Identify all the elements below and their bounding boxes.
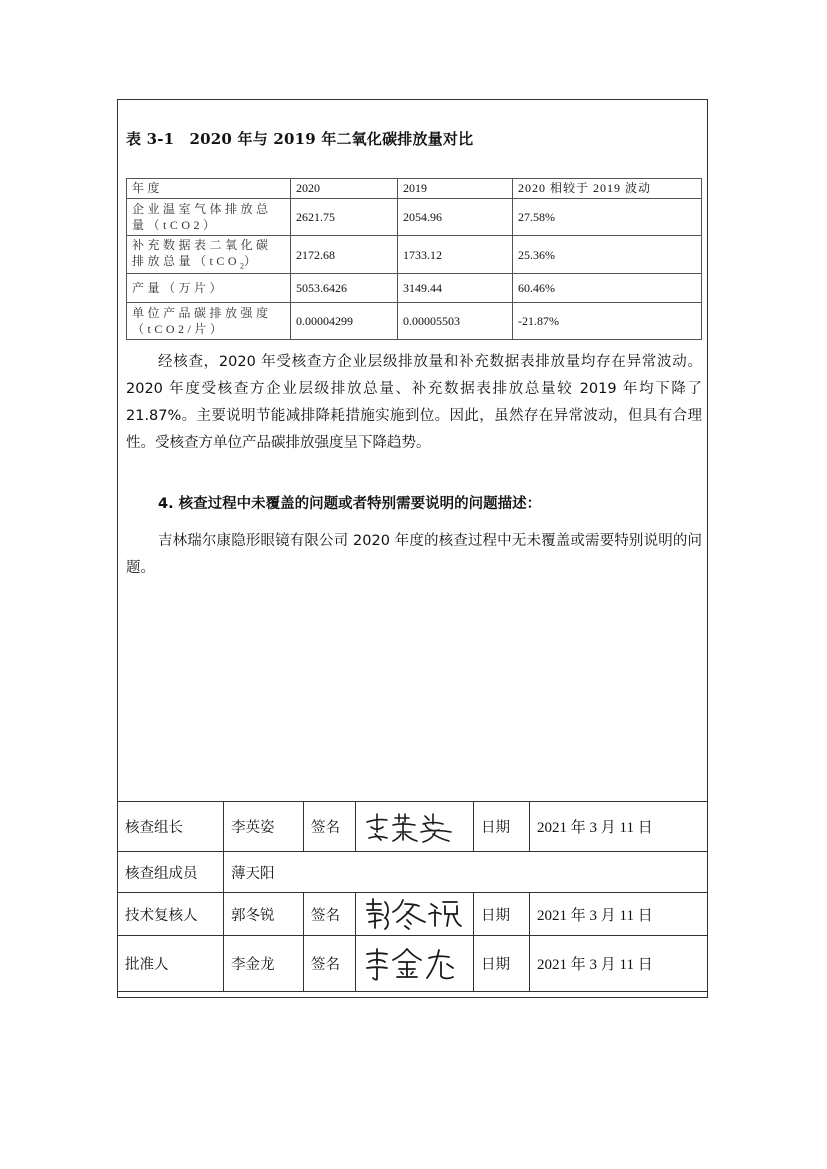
verification-paragraph: 经核查，2020 年受核查方企业层级排放量和补充数据表排放量均存在异常波动。2020 年度受核查方企业层级排放总量、补充数据表排放总量较 2019 年均下降了 21.87%。主要说明节能减排降耗措施实施到位。因此，虽然存在异常波动，但具有合理性。受核查方单位产品碳排放强度呈下降趋势。 [126,354,702,451]
sign-label: 签名 [304,936,356,992]
signoff-row-lead [118,802,708,852]
row-value-2019: 3149.44 [398,274,513,303]
row-change: 27.58% [513,199,702,236]
handwritten-signature [356,893,474,936]
row-label: 企业温室气体排放总量（tCO2） [127,199,291,236]
sign-date: 2021 年 3 月 11 日 [530,893,708,936]
emissions-comparison-table [126,178,702,340]
table-row [127,199,702,236]
person-name: 薄天阳 [224,852,708,893]
sign-date: 2021 年 3 月 11 日 [530,802,708,852]
handwritten-signature [356,936,474,992]
date-label: 日期 [474,936,530,992]
signature-image [363,946,459,982]
row-value-2019: 0.00005503 [398,303,513,340]
row-change: 25.36% [513,236,702,274]
row-value-2020: 2621.75 [291,199,398,236]
header-change: 2020 相较于 2019 波动 [513,179,702,199]
signoff-row-member [118,852,708,893]
report-frame [117,99,708,998]
table-row [127,274,702,303]
row-value-2020: 5053.6426 [291,274,398,303]
sign-date: 2021 年 3 月 11 日 [530,936,708,992]
table-header-row [127,179,702,199]
signature-image [363,896,463,932]
row-label: 补充数据表二氧化碳排放总量（tCO$_2$） [127,236,291,274]
row-label: 产量（万片） [127,274,291,303]
row-value-2020: 2172.68 [291,236,398,274]
header-year: 年度 [127,179,291,199]
role-label: 批准人 [118,936,224,992]
date-label: 日期 [474,802,530,852]
row-value-2019: 1733.12 [398,236,513,274]
row-value-2020: 0.00004299 [291,303,398,340]
row-label: 单位产品碳排放强度（tCO2/片） [127,303,291,340]
section-heading: 4. 核查过程中未覆盖的问题或者特别需要说明的问题描述： [158,496,542,512]
conclusion-paragraph: 吉林瑞尔康隐形眼镜有限公司 2020 年度的核查过程中无未覆盖或需要特别说明的问题。 [126,533,702,576]
person-name: 李金龙 [224,936,304,992]
signature-image [363,810,459,844]
handwritten-signature [356,802,474,852]
table-row [127,236,702,274]
signoff-row-approver [118,936,708,992]
row-change: -21.87% [513,303,702,340]
header-2020: 2020 [291,179,398,199]
person-name: 郭冬锐 [224,893,304,936]
signoff-row-reviewer [118,893,708,936]
row-value-2019: 2054.96 [398,199,513,236]
table-title: 表 3-1 2020 年与 2019 年二氧化碳排放量对比 [126,130,474,148]
table-row [127,303,702,340]
person-name: 李英姿 [224,802,304,852]
signoff-table [117,801,708,992]
row-change: 60.46% [513,274,702,303]
role-label: 技术复核人 [118,893,224,936]
sign-label: 签名 [304,802,356,852]
sign-label: 签名 [304,893,356,936]
role-label: 核查组成员 [118,852,224,893]
role-label: 核查组长 [118,802,224,852]
date-label: 日期 [474,893,530,936]
header-2019: 2019 [398,179,513,199]
